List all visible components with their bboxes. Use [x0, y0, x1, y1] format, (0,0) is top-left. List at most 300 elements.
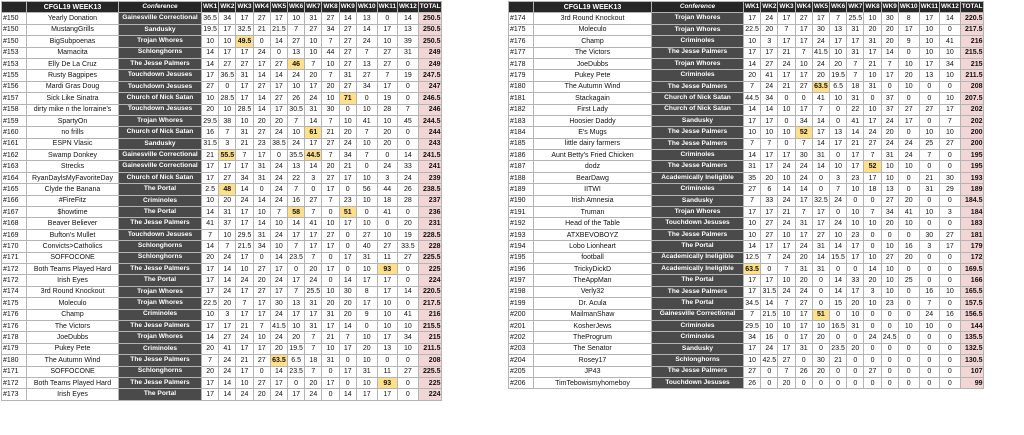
week-score-cell: 0: [322, 389, 339, 400]
week-score-cell: 0: [940, 366, 961, 377]
team-name-cell: ATXBEVOBOYZ: [534, 229, 652, 240]
week-score-cell: 14: [830, 241, 847, 252]
week-score-cell: 11: [377, 366, 397, 377]
rank-cell: #172: [2, 263, 27, 274]
table-row: [2, 138, 442, 149]
week-score-cell: 27: [339, 58, 356, 69]
total-cell: 172: [960, 252, 984, 263]
week-score-cell: 41: [356, 115, 377, 126]
week-score-cell: 14: [812, 115, 829, 126]
week-score-cell: 17: [812, 218, 829, 229]
team-name-cell: Strecks: [27, 161, 119, 172]
week-score-cell: 23: [847, 229, 864, 240]
week-score-cell: 30: [339, 286, 356, 297]
conference-cell: Criminoles: [119, 309, 202, 320]
week-score-cell: 21: [322, 127, 339, 138]
rank-cell: #179: [2, 343, 27, 354]
table-row: [2, 298, 442, 309]
week-score-cell: 20: [288, 332, 305, 343]
week-score-cell: 20: [398, 218, 419, 229]
week-score-cell: 0: [322, 366, 339, 377]
team-name-cell: Irish Amnesia: [534, 195, 652, 206]
rank-cell: #182: [509, 104, 534, 115]
week-score-cell: 17: [202, 70, 219, 81]
team-name-cell: Stackagain: [534, 93, 652, 104]
week-score-cell: 0: [898, 377, 919, 388]
week-score-cell: 10: [881, 172, 898, 183]
week-score-cell: 14: [305, 161, 322, 172]
week-score-cell: 17: [864, 172, 881, 183]
week-score-cell: 0: [322, 252, 339, 263]
week-score-cell: 27: [778, 355, 795, 366]
rank-cell: #153: [2, 58, 27, 69]
week-score-cell: 41: [305, 218, 322, 229]
week-score-cell: 10: [253, 332, 270, 343]
team-name-cell: Dr. Acula: [534, 298, 652, 309]
total-cell: 250.5: [418, 36, 442, 47]
week-score-cell: 20: [795, 252, 812, 263]
total-cell: 215: [418, 332, 442, 343]
conference-cell: Touchdown Jesuses: [119, 81, 202, 92]
week-score-cell: 14: [812, 252, 829, 263]
week-score-cell: 0: [881, 229, 898, 240]
week-score-cell: 33: [398, 161, 419, 172]
table-row: [2, 24, 442, 35]
table-row: [509, 252, 984, 263]
week-score-cell: 17: [795, 332, 812, 343]
week-score-cell: 14: [202, 58, 219, 69]
table-row: [509, 93, 984, 104]
team-name-cell: E's Mugs: [534, 127, 652, 138]
week-score-cell: 0: [812, 343, 829, 354]
week-score-cell: 0: [919, 343, 939, 354]
week-score-cell: 17: [795, 195, 812, 206]
week-score-cell: 0: [253, 184, 270, 195]
week-score-cell: 7: [322, 70, 339, 81]
team-name-cell: Rosey17: [534, 355, 652, 366]
rank-cell: #175: [509, 24, 534, 35]
total-cell: 239: [418, 172, 442, 183]
week-score-cell: 27: [253, 81, 270, 92]
week-header: WK1: [744, 2, 761, 13]
week-score-cell: 7: [398, 104, 419, 115]
week-score-cell: 16: [940, 309, 961, 320]
table-row: [2, 13, 442, 24]
team-name-cell: Pukey Pete: [534, 70, 652, 81]
week-score-cell: 0: [288, 263, 305, 274]
week-score-cell: 45: [398, 115, 419, 126]
rank-cell: #193: [509, 229, 534, 240]
week-score-cell: 0: [812, 275, 829, 286]
rank-cell: #194: [509, 241, 534, 252]
week-score-cell: 7: [202, 229, 219, 240]
week-score-cell: 0: [219, 81, 236, 92]
rank-cell: #163: [2, 161, 27, 172]
week-score-cell: 14: [795, 184, 812, 195]
table-row: [509, 172, 984, 183]
team-name-cell: SOFFOCONE: [27, 252, 119, 263]
week-score-cell: 10: [253, 207, 270, 218]
rank-cell: #171: [2, 366, 27, 377]
week-score-cell: 24: [795, 241, 812, 252]
week-score-cell: 21.5: [270, 24, 287, 35]
team-name-cell: First Lady: [534, 104, 652, 115]
conference-cell: Sandusky: [652, 115, 744, 126]
week-score-cell: 17: [919, 58, 939, 69]
week-score-cell: 27: [356, 229, 377, 240]
week-score-cell: 17: [322, 320, 339, 331]
week-score-cell: 10: [864, 218, 881, 229]
week-score-cell: 31: [305, 320, 322, 331]
week-score-cell: 31: [847, 93, 864, 104]
total-cell: 238.5: [418, 184, 442, 195]
team-name-cell: Champ: [534, 36, 652, 47]
week-score-cell: 17: [202, 286, 219, 297]
week-score-cell: 31: [795, 343, 812, 354]
rank-cell: #177: [509, 47, 534, 58]
week-score-cell: 10: [219, 104, 236, 115]
conference-cell: Schlonghorns: [119, 241, 202, 252]
team-name-cell: TrickyDickD: [534, 263, 652, 274]
table-row: [509, 241, 984, 252]
team-name-cell: Sick Like Sinatra: [27, 93, 119, 104]
week-score-cell: 10: [830, 161, 847, 172]
week-score-cell: 0: [322, 275, 339, 286]
team-name-cell: Irish Eyes: [27, 275, 119, 286]
week-score-cell: 17: [377, 286, 397, 297]
team-name-cell: Bufton's Mullet: [27, 229, 119, 240]
week-score-cell: 17: [744, 275, 761, 286]
week-score-cell: 31: [864, 36, 881, 47]
team-name-cell: no frills: [27, 127, 119, 138]
week-score-cell: 17: [761, 207, 778, 218]
conference-cell: The Jesse Palmers: [119, 377, 202, 388]
standings-table-right: [508, 1, 984, 389]
week-score-cell: 20: [377, 127, 397, 138]
week-score-cell: 34: [744, 332, 761, 343]
conference-cell: Gainesville Correctional: [119, 150, 202, 161]
week-score-cell: 31: [847, 320, 864, 331]
week-score-cell: 14: [219, 263, 236, 274]
week-score-cell: 17: [288, 229, 305, 240]
week-header: WK2: [219, 2, 236, 13]
week-score-cell: 44: [322, 47, 339, 58]
conference-cell: Criminoles: [652, 36, 744, 47]
table-row: [509, 115, 984, 126]
week-score-cell: 27: [322, 172, 339, 183]
week-score-cell: 24: [270, 309, 287, 320]
conference-cell: Trojan Whores: [119, 286, 202, 297]
week-score-cell: 0: [847, 263, 864, 274]
week-score-cell: 27: [202, 81, 219, 92]
week-score-cell: 35: [744, 172, 761, 183]
week-score-cell: 21: [919, 172, 939, 183]
week-score-cell: 17: [761, 241, 778, 252]
week-score-cell: 7: [919, 298, 939, 309]
table-row: [2, 150, 442, 161]
team-name-cell: Yearly Donation: [27, 13, 119, 24]
header-row: [509, 2, 984, 13]
week-score-cell: 10: [881, 275, 898, 286]
total-cell: 247: [418, 81, 442, 92]
week-score-cell: 31: [236, 70, 253, 81]
week-score-cell: 31: [795, 218, 812, 229]
week-score-cell: 31.5: [202, 138, 219, 149]
rank-cell: #157: [2, 93, 27, 104]
week-score-cell: 10: [778, 229, 795, 240]
week-score-cell: 19.5: [202, 24, 219, 35]
week-score-cell: 30: [919, 229, 939, 240]
week-score-cell: 7: [253, 320, 270, 331]
table-row: [2, 70, 442, 81]
total-cell: 200: [960, 138, 984, 149]
table-row: [2, 229, 442, 240]
week-score-cell: 10: [744, 355, 761, 366]
week-score-cell: 17: [253, 343, 270, 354]
week-score-cell: 20: [812, 70, 829, 81]
table-row: [2, 252, 442, 263]
week-score-cell: 0: [898, 286, 919, 297]
week-score-cell: 17: [377, 81, 397, 92]
week-score-cell: 17: [377, 24, 397, 35]
week-score-cell: 0: [398, 355, 419, 366]
table-row: [2, 58, 442, 69]
week-score-cell: 17: [778, 150, 795, 161]
total-cell: 246: [418, 104, 442, 115]
week-score-cell: 17: [778, 343, 795, 354]
week-score-cell: 20: [339, 127, 356, 138]
week-score-cell: 17: [898, 24, 919, 35]
week-score-cell: 0: [898, 172, 919, 183]
rank-cell: #189: [509, 184, 534, 195]
week-score-cell: 24: [778, 286, 795, 297]
week-score-cell: 17: [761, 150, 778, 161]
week-score-cell: 17: [339, 252, 356, 263]
week-score-cell: 44.5: [305, 150, 322, 161]
conference-cell: Schlonghorns: [119, 366, 202, 377]
week-score-cell: 27: [377, 47, 397, 58]
table-row: [2, 184, 442, 195]
conference-cell: Sandusky: [652, 195, 744, 206]
week-score-cell: 16.5: [830, 320, 847, 331]
week-header: WK1: [202, 2, 219, 13]
week-score-cell: 17: [253, 309, 270, 320]
week-header: WK8: [322, 2, 339, 13]
rank-cell: #150: [2, 36, 27, 47]
rank-cell: #203: [509, 343, 534, 354]
week-score-cell: 17: [356, 275, 377, 286]
week-score-cell: 10: [778, 320, 795, 331]
week-score-cell: 23.5: [288, 252, 305, 263]
week-score-cell: 7: [377, 70, 397, 81]
week-score-cell: 17: [847, 161, 864, 172]
week-score-cell: 24: [812, 36, 829, 47]
table-row: [509, 377, 984, 388]
week-score-cell: 7: [305, 58, 322, 69]
conference-cell: The Jesse Palmers: [119, 263, 202, 274]
week-score-cell: 14: [744, 104, 761, 115]
table-row: [2, 93, 442, 104]
rank-cell: #171: [2, 252, 27, 263]
week-score-cell: 24: [288, 70, 305, 81]
week-header: WK7: [305, 2, 322, 13]
week-score-cell: 10: [940, 127, 961, 138]
week-score-cell: 27: [864, 366, 881, 377]
week-score-cell: 14: [812, 161, 829, 172]
week-score-cell: 24: [778, 218, 795, 229]
week-score-cell: 17: [322, 263, 339, 274]
week-score-cell: 10: [288, 81, 305, 92]
week-score-cell: 10: [305, 36, 322, 47]
week-score-cell: 10: [919, 127, 939, 138]
week-score-cell: 27: [795, 81, 812, 92]
conference-cell: Sandusky: [652, 343, 744, 354]
week-score-cell: 7: [864, 207, 881, 218]
week-score-cell: 14: [219, 377, 236, 388]
week-score-cell: 31: [919, 184, 939, 195]
week-score-cell: 29.5: [744, 320, 761, 331]
conference-cell: The Portal: [119, 389, 202, 400]
week-score-cell: 0: [398, 377, 419, 388]
week-score-cell: 10: [940, 286, 961, 297]
week-score-cell: 17: [761, 115, 778, 126]
week-score-cell: 17: [830, 138, 847, 149]
rank-cell: #161: [2, 138, 27, 149]
total-cell: 243: [418, 138, 442, 149]
total-cell: 165.5: [960, 286, 984, 297]
week-score-cell: 0: [812, 286, 829, 297]
week-score-cell: 20: [881, 36, 898, 47]
week-score-cell: 0: [864, 309, 881, 320]
week-score-cell: 6.5: [288, 355, 305, 366]
total-cell: 220.5: [418, 286, 442, 297]
week-score-cell: 20: [744, 70, 761, 81]
week-score-cell: 24: [270, 389, 287, 400]
rank-cell: #204: [509, 355, 534, 366]
team-name-cell: The Autumn Wind: [534, 81, 652, 92]
week-score-cell: 17: [377, 332, 397, 343]
week-score-cell: 20: [322, 161, 339, 172]
conference-cell: The Jesse Palmers: [652, 286, 744, 297]
team-name-cell: Irish Eyes: [27, 389, 119, 400]
conference-cell: Trojan Whores: [119, 36, 202, 47]
week-score-cell: 17: [339, 172, 356, 183]
week-score-cell: 17: [778, 36, 795, 47]
total-cell: 220.5: [960, 13, 984, 24]
week-score-cell: 14: [761, 298, 778, 309]
week-score-cell: 31: [339, 70, 356, 81]
week-score-cell: 13: [830, 127, 847, 138]
week-score-cell: 18: [305, 355, 322, 366]
week-score-cell: 8: [898, 13, 919, 24]
week-score-cell: 7: [288, 115, 305, 126]
week-score-cell: 0: [919, 377, 939, 388]
week-score-cell: 24: [898, 138, 919, 149]
week-score-cell: 13: [356, 13, 377, 24]
team-name-cell: Verly32: [534, 286, 652, 297]
week-score-cell: 10: [864, 13, 881, 24]
week-score-cell: 7: [356, 150, 377, 161]
conference-cell: The Jesse Palmers: [652, 366, 744, 377]
week-score-cell: 24: [236, 332, 253, 343]
week-score-cell: 17: [219, 320, 236, 331]
week-score-cell: 3: [830, 172, 847, 183]
conference-cell: Church of Nick Satan: [119, 127, 202, 138]
week-score-cell: 10: [377, 36, 397, 47]
week-score-cell: 17: [795, 320, 812, 331]
week-score-cell: 0: [898, 229, 919, 240]
week-score-cell: 31: [812, 263, 829, 274]
week-score-cell: 10: [322, 286, 339, 297]
week-header: WK2: [761, 2, 778, 13]
week-score-cell: 0: [795, 355, 812, 366]
week-score-cell: 27: [322, 229, 339, 240]
team-name-cell: The Autumn Wind: [27, 355, 119, 366]
week-score-cell: 30: [940, 172, 961, 183]
week-score-cell: 20: [202, 252, 219, 263]
week-score-cell: 14: [339, 275, 356, 286]
week-score-cell: 17: [236, 366, 253, 377]
rank-cell: #165: [2, 184, 27, 195]
week-header: WK4: [795, 2, 812, 13]
week-score-cell: 3: [219, 309, 236, 320]
week-score-cell: 15.5: [830, 252, 847, 263]
rank-cell: #192: [509, 218, 534, 229]
week-score-cell: 22.5: [202, 298, 219, 309]
week-score-cell: 30: [270, 298, 287, 309]
conference-cell: The Jesse Palmers: [652, 229, 744, 240]
week-score-cell: 10: [322, 93, 339, 104]
week-score-cell: 41.5: [270, 320, 287, 331]
week-score-cell: 31: [864, 81, 881, 92]
week-score-cell: 10: [377, 320, 397, 331]
week-score-cell: 20: [761, 172, 778, 183]
conference-cell: Touchdown Jesuses: [652, 218, 744, 229]
week-score-cell: 27: [744, 366, 761, 377]
total-cell: 225: [418, 377, 442, 388]
week-score-cell: 13: [881, 184, 898, 195]
rank-cell: #175: [2, 298, 27, 309]
total-cell: 241: [418, 161, 442, 172]
total-cell: 216: [960, 36, 984, 47]
week-score-cell: 10: [288, 13, 305, 24]
week-score-cell: 0: [377, 13, 397, 24]
week-score-cell: 20: [864, 24, 881, 35]
week-score-cell: 0: [940, 252, 961, 263]
week-score-cell: 38: [219, 115, 236, 126]
week-score-cell: 0: [830, 115, 847, 126]
rank-cell: #191: [509, 207, 534, 218]
conference-cell: Church of Nick Satan: [119, 93, 202, 104]
table-row: [2, 275, 442, 286]
week-score-cell: 41: [219, 343, 236, 354]
week-score-cell: 0: [898, 355, 919, 366]
week-score-cell: 13: [830, 24, 847, 35]
table-row: [509, 263, 984, 274]
week-score-cell: 21: [778, 81, 795, 92]
week-score-cell: 20: [202, 343, 219, 354]
week-score-cell: 14: [778, 184, 795, 195]
week-score-cell: 34: [253, 241, 270, 252]
table-row: [509, 24, 984, 35]
team-name-cell: JP43: [534, 366, 652, 377]
week-score-cell: 0: [761, 263, 778, 274]
week-score-cell: 13: [919, 70, 939, 81]
week-score-cell: 17: [236, 286, 253, 297]
table-row: [509, 127, 984, 138]
week-score-cell: 21: [778, 47, 795, 58]
week-score-cell: 16: [898, 241, 919, 252]
